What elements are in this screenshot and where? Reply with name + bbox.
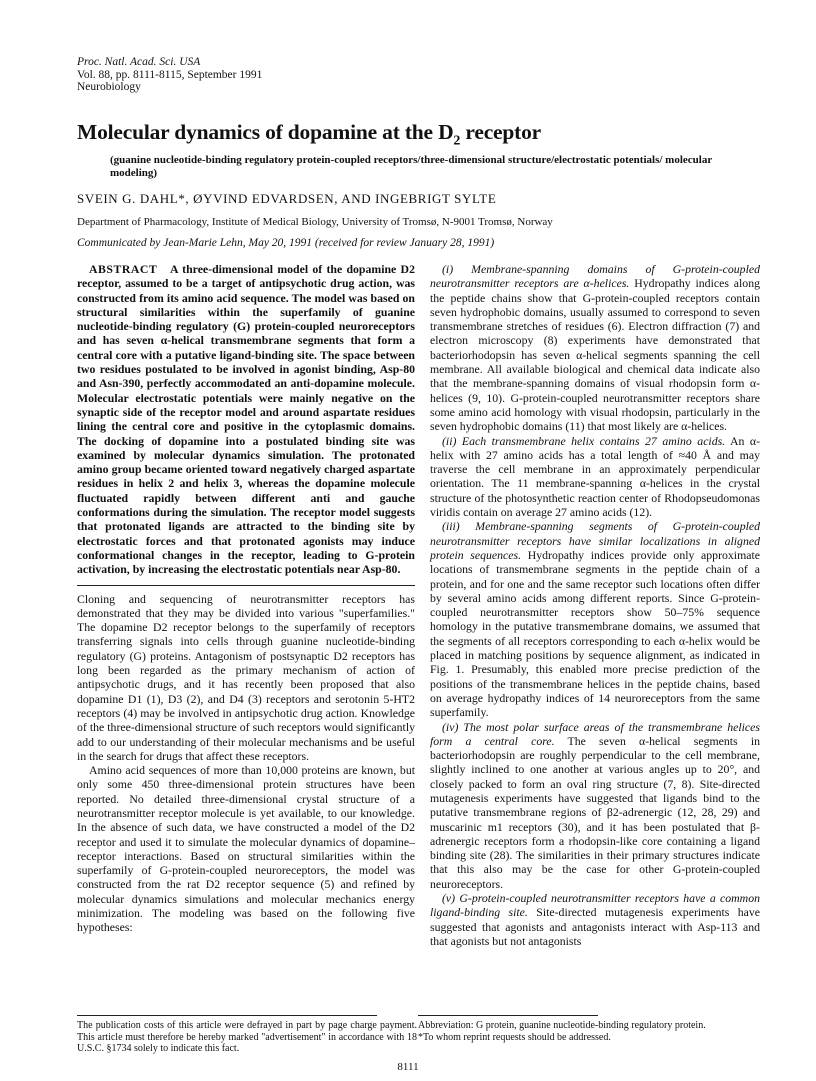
journal-name: Proc. Natl. Acad. Sci. USA: [77, 56, 201, 68]
hypothesis-lead: (ii) Each transmembrane helix contains 27 amino acids.: [442, 433, 726, 448]
hypothesis-lead: (i) Membrane-spanning domains of G-protein-coupled neurotransmitter receptors are α-helices.: [430, 262, 760, 291]
hypothesis-text: Site-directed mutagenesis experiments have suggested that agonists and antagonists interact with Asp-113 and that agonists but not antagonists: [430, 905, 761, 948]
footnote-rule: [418, 1015, 598, 1016]
footnote-left: [77, 1015, 417, 1055]
abstract-text: A three-dimensional model of the dopamine D2 receptor, assumed to be a target of antipsychotic drug action, was constructed from its amino acid sequence. The model was based on structural similarities within the superfamily of guanine nucleotide-binding regulatory (G) protein-coupled neuroreceptors and has seven α-helical transmembrane segments that form a central core with a putative ligand-binding site. The space between two residues postulated to be involved in agonist binding, Asp-80 and Asn-390, perfectly accommodated an anti-dopamine molecule. Molecular electrostatic potentials were mainly negative on the synaptic side of the receptor model and around aspartate residues lining the central core and positive in the cytoplasmic domains. The docking of dopamine into a postulated binding site was examined by molecular dynamics simulation. The protonated amino group became oriented toward negatively charged aspartate residues in helix 2 and helix 3, whereas the dopamine molecule fluctuated rapidly between different anti and gauche conformations during the simulation. The receptor model suggests that protonated ligands are attracted to the binding site by electrostatic forces and that protonated agonists may induce conformational changes in the receptor, leading to G-protein activation, by increasing the electrostatic potentials near Asp-80.: [77, 262, 415, 577]
abstract-divider: [77, 585, 415, 586]
hypothesis-paragraph: [430, 720, 760, 892]
authors: SVEIN G. DAHL*, ØYVIND EDVARDSEN, AND INGEBRIGT SYLTE: [77, 191, 497, 206]
hypothesis-lead: (v) G-protein-coupled neurotransmitter receptors have a common ligand-binding site.: [430, 891, 760, 920]
hypothesis-paragraph: [430, 434, 760, 520]
page-number: 8111: [397, 1061, 419, 1073]
abstract-label: ABSTRACT: [89, 262, 158, 276]
journal-header: [77, 56, 262, 94]
reprint-note: *To whom reprint requests should be addressed.: [418, 1031, 611, 1043]
hypothesis-lead: (iv) The most polar surface areas of the transmembrane helices form a central core.: [430, 719, 760, 748]
article-title: [77, 120, 777, 149]
hypothesis-lead: (iii) Membrane-spanning segments of G-protein-coupled neurotransmitter receptors have similar localizations in aligned protein sequences.: [430, 519, 760, 562]
title-end: receptor: [460, 120, 541, 144]
hypothesis-text: Hydropathy indices provide only approximate locations of transmembrane segments in the peptide chain of a protein, and for one and the same receptor such locations often differ by several amino acids among different reports. Since G-protein-coupled neurotransmitter receptors show 50–75% sequence homology in the putative transmembrane domains, we assumed that the segments of all receptors corresponding to each α-helix would be placed in matching positions by sequence alignment, as indicated in Fig. 1. Presumably, this enabled more precise prediction of the positions of the transmembrane helices in the peptide chains, based on average hydropathy indices of 14 neuroreceptors from the same superfamily.: [430, 547, 761, 720]
footnote-rule: [77, 1015, 377, 1016]
hypothesis-paragraph: [430, 519, 760, 719]
communicated-by: Communicated by Jean-Marie Lehn, May 20, 1991 (received for review January 28, 1991): [77, 237, 495, 249]
hypothesis-paragraph: [430, 262, 760, 434]
footnote-right: [418, 1015, 758, 1043]
left-column: [77, 262, 415, 935]
publication-costs-note: The publication costs of this article were defrayed in part by page charge payment. This article must therefore be hereby marked "advertisement" in accordance with 18 U.S.C. §1734 solely to indicate this fact.: [77, 1020, 417, 1054]
abbreviation-note: Abbreviation: G protein, guanine nucleotide-binding regulatory protein.: [418, 1020, 706, 1031]
hypothesis-text: An α-helix with 27 amino acids has a total length of ≈40 Å and may traverse the cell membrane in an approximately perpendicular orientation. The 11 membrane-spanning α-helices in the crystal structure of the photosynthetic reaction center of Rhodopseudomonas viridis contain on average 27 amino acids (12).: [430, 433, 761, 520]
hypothesis-paragraph: [430, 891, 760, 948]
right-column: [430, 262, 760, 948]
section-name: Neurobiology: [77, 81, 141, 93]
title-main: Molecular dynamics of dopamine at the D: [77, 120, 454, 144]
volume-info: Vol. 88, pp. 8111-8115, September 1991: [77, 68, 263, 81]
abstract: [77, 262, 415, 577]
intro-paragraph: Amino acid sequences of more than 10,000 proteins are known, but only some 450 three-dimensional protein structures have been reported. No detailed three-dimensional crystal structure of a neurotransmitter receptor molecule is yet available, to our knowledge. In the absence of such data, we have constructed a model of the D2 receptor and used it to simulate the molecular dynamics of dopamine–receptor interactions. Based on structural similarities within the superfamily of G-protein-coupled neuroreceptors, the model was constructed from the rat D2 receptor sequence (5) and refined by molecular dynamics simulations and molecular mechanics energy minimization. The modeling was based on the following five hypotheses:: [77, 763, 415, 935]
hypothesis-text: The seven α-helical segments in bacteriorhodopsin are roughly perpendicular to the cell membrane, slightly inclined to one another at various angles up to 20°, and closely packed to form an oval ring structure (7, 8). Site-directed mutagenesis experiments have suggested that ligands bind to the putative transmembrane regions of β2-adrenergic (12, 28, 29) and muscarinic m1 receptors (30), and it has been postulated that β-adrenergic receptors form a rhodopsin-like core containing a ligand binding site (28). The similarities in their primary structures indicate that this also may be the case for other G-protein-coupled neuroreceptors.: [430, 733, 760, 891]
intro-paragraph: Cloning and sequencing of neurotransmitter receptors has demonstrated that they may be divided into various "superfamilies." The dopamine D2 receptor belongs to the superfamily of receptors transferring signals into cells through guanine nucleotide-binding regulatory (G) proteins. Antagonism of postsynaptic D2 receptors has long been regarded as the primary mechanism of action of antipsychotic drugs, and it has recently been proposed that also dopamine D1 (1), D3 (2), and D4 (3) receptors and serotonin 5-HT2 receptors (4) may be involved in antipsychotic drug action. Knowledge of the three-dimensional structure of such receptors would significantly add to our understanding of their molecular mechanisms and be useful in the search for drugs that affect these receptors.: [77, 591, 415, 763]
keywords: (guanine nucleotide-binding regulatory protein-coupled receptors/three-dimensional structure/electrostatic potentials/ molecular modeling): [110, 154, 712, 179]
title-subscript: 2: [453, 133, 461, 149]
hypothesis-text: Hydropathy indices along the peptide chains show that G-protein-coupled receptors contain seven hydrophobic domains, usually assumed to correspond to seven transmembrane stretches of residues (6). Electron diffraction (7) and electron microscopy (8) experiments have demonstrated that bacteriorhodopsin has seven α-helical segments spanning the cell membrane. All available biological and chemical data indicate also that the membrane-spanning domains of visual rhodopsin form α-helices (9, 10). G-protein-coupled neurotransmitter receptors share some amino acid homology with visual rhodopsin, particularly in the seven hydrophobic domains (11) that most likely are α-helices.: [430, 276, 760, 434]
affiliation: Department of Pharmacology, Institute of Medical Biology, University of Tromsø, N-9001 Tromsø, Norway: [77, 216, 553, 228]
